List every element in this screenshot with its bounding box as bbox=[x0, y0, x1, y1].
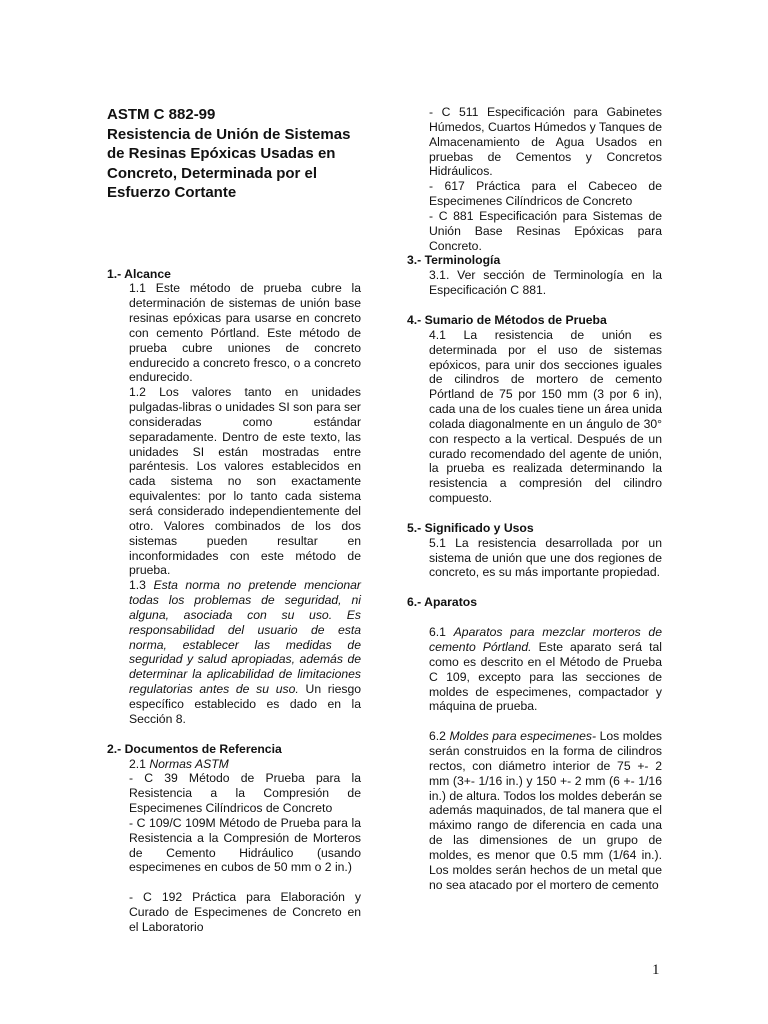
right-column bbox=[407, 105, 662, 893]
page-number: 1 bbox=[652, 962, 660, 978]
section-5-heading: 5.- Significado y Usos bbox=[407, 520, 534, 535]
title-line-5: Esfuerzo Cortante bbox=[107, 184, 237, 201]
reference-c39: - C 39 Método de Prueba para la Resistencia a la Compresión de Especimenes Cilíndricos de Concreto bbox=[129, 771, 361, 816]
section-1-3-rest: Un riesgo específico establecido es dado en la Sección 8. bbox=[129, 682, 361, 726]
document-title bbox=[107, 105, 361, 203]
section-6-1-italic: Aparatos para mezclar morteros de cemento Pórtland. bbox=[429, 625, 662, 654]
reference-c881: - C 881 Especificación para Sistemas de Unión Base Resinas Epóxicas para Concreto. bbox=[429, 208, 662, 253]
section-4-heading: 4.- Sumario de Métodos de Prueba bbox=[407, 312, 607, 327]
section-3-1: 3.1. Ver sección de Terminología en la Especificación C 881. bbox=[429, 268, 662, 298]
title-line-2: Resistencia de Unión de Sistemas bbox=[107, 125, 351, 143]
section-2-1 bbox=[107, 757, 361, 772]
section-1-3 bbox=[107, 578, 361, 726]
reference-c511: - C 511 Especificación para Gabinetes Húmedos, Cuartos Húmedos y Tanques de Almacenamiento de Agua Usados en pruebas de Cementos y Concretos Hidráulicos. bbox=[429, 105, 662, 179]
section-5-1: 5.1 La resistencia desarrollada por un sistema de unión que une dos regiones de concreto, es su más importante propiedad. bbox=[429, 535, 662, 580]
section-2-heading: 2.- Documentos de Referencia bbox=[107, 741, 282, 756]
section-1-1: 1.1 Este método de prueba cubre la determinación de sistemas de unión base resinas epóxicas para usarse en concreto con cemento Pórtland. Este método de prueba cubre uniones de concreto endurecido a concreto fresco, o a concreto endurecido. bbox=[129, 281, 361, 385]
title-line-3: de Resinas Epóxicas Usadas en bbox=[107, 145, 336, 162]
section-6-1-rest: Este aparato será tal como es descrito en el Método de Prueba C 109, excepto para las secciones de moldes de especimenes, compactador y máquina de prueba. bbox=[429, 640, 662, 714]
section-6-2-italic: Moldes para especimenes- bbox=[449, 729, 597, 744]
reference-617: - 617 Práctica para el Cabeceo de Especimenes Cilíndricos de Concreto bbox=[429, 179, 662, 209]
section-6-2 bbox=[407, 729, 662, 892]
section-1-3-number: 1.3 bbox=[129, 578, 146, 593]
section-1-heading: 1.- Alcance bbox=[107, 266, 171, 281]
section-6-2-rest: Los moldes serán construidos en la forma de cilindros rectos, con diámetro interior de 75 +- 2 mm (3+- 1/16 in.) y 150 +- 2 mm (6 +- 1/16 in.) de altura. Todos los moldes deberán se además maquinados, de tal manera que el máximo rango de diferencia en cada una de las dimensiones de un grupo de moldes, es menor que 0.5 mm (1/64 in.). Los moldes serán hechos de un metal que no sea atacado por el mortero de cemento bbox=[429, 729, 663, 892]
section-4-1: 4.1 La resistencia de unión es determinada por el uso de sistemas epóxicos, para unir dos secciones iguales de cilindros de mortero de cemento Pórtland de 75 por 150 mm (3 por 6 in), cada una de los cuales tiene un área unida colada diagonalmente en un ángulo de 30° con respecto a la vertical. Después de un curado recomendado del agente de unión, la prueba es realizada determinando la resistencia a compresión del cilindro compuesto. bbox=[429, 327, 662, 506]
section-6-1 bbox=[407, 625, 662, 714]
reference-c192: - C 192 Práctica para Elaboración y Curado de Especimenes de Concreto en el Laboratorio bbox=[129, 890, 361, 934]
section-2-1-number: 2.1 bbox=[129, 756, 146, 771]
section-3-heading: 3.- Terminología bbox=[407, 253, 501, 268]
section-6-1-number: 6.1 bbox=[429, 625, 446, 640]
section-2-1-italic: Normas ASTM bbox=[149, 756, 229, 771]
section-6-2-number: 6.2 bbox=[429, 729, 446, 744]
reference-c109: - C 109/C 109M Método de Prueba para la Resistencia a la Compresión de Morteros de Cemento Hidráulico (usando especimenes en cubos de 50 mm o 2 in.) bbox=[129, 815, 361, 875]
section-1-3-italic: Esta norma no pretende mencionar todas los problemas de seguridad, ni alguna, asociada con su uso. Es responsabilidad del usuario de esta norma, establecer las medidas de seguridad y salud apropiadas, además de determinar la aplicabilidad de limitaciones regulatorias antes de su uso. bbox=[129, 578, 361, 697]
left-column bbox=[107, 105, 361, 935]
title-line-4: Concreto, Determinada por el bbox=[107, 164, 318, 182]
title-line-1: ASTM C 882-99 bbox=[107, 106, 216, 123]
section-1-2: 1.2 Los valores tanto en unidades pulgadas-libras o unidades SI son para ser consideradas como estándar separadamente. Dentro de este texto, las unidades SI están mostradas entre paréntesis. Los valores establecidos en cada sistema no son exactamente equivalentes: por lo tanto cada sistema será considerado independientemente del otro. Valores combinados de los dos sistemas pueden resultar en inconformidades con este método de prueba. bbox=[129, 385, 361, 578]
section-6-heading: 6.- Aparatos bbox=[407, 595, 477, 610]
